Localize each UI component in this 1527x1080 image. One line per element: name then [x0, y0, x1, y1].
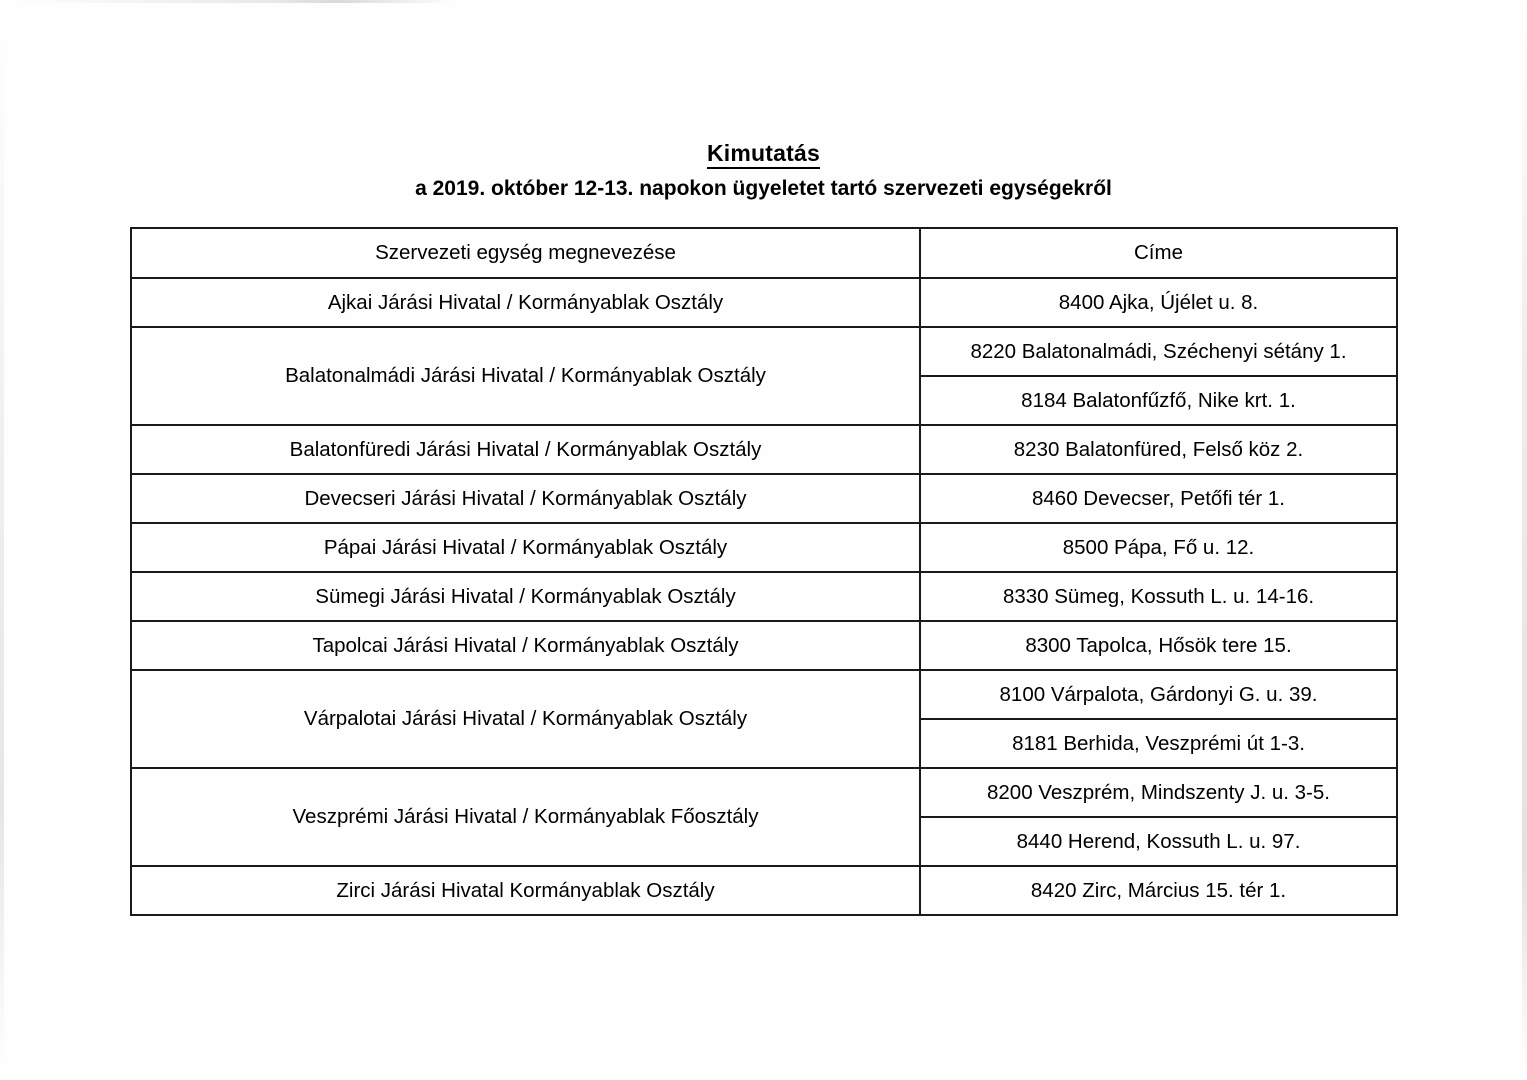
table-row [131, 768, 1397, 817]
cell-address: 8220 Balatonalmádi, Széchenyi sétány 1. [920, 327, 1397, 376]
cell-address: 8100 Várpalota, Gárdonyi G. u. 39. [920, 670, 1397, 719]
table-row [131, 670, 1397, 719]
cell-unit-name: Ajkai Járási Hivatal / Kormányablak Osztály [131, 278, 920, 327]
cell-unit-name: Veszprémi Járási Hivatal / Kormányablak Főosztály [131, 768, 920, 866]
cell-unit-name: Tapolcai Járási Hivatal / Kormányablak Osztály [131, 621, 920, 670]
table-row [131, 425, 1397, 474]
column-header-unit: Szervezeti egység megnevezése [131, 228, 920, 278]
cell-unit-name: Balatonalmádi Járási Hivatal / Kormányablak Osztály [131, 327, 920, 425]
cell-address: 8181 Berhida, Veszprémi út 1-3. [920, 719, 1397, 768]
cell-address: 8500 Pápa, Fő u. 12. [920, 523, 1397, 572]
cell-address: 8330 Sümeg, Kossuth L. u. 14-16. [920, 572, 1397, 621]
cell-address: 8400 Ajka, Újélet u. 8. [920, 278, 1397, 327]
table-header-row [131, 228, 1397, 278]
cell-address: 8230 Balatonfüred, Felső köz 2. [920, 425, 1397, 474]
cell-unit-name: Várpalotai Járási Hivatal / Kormányablak Osztály [131, 670, 920, 768]
page-title-text: Kimutatás [707, 140, 820, 169]
schedule-table-wrapper [130, 227, 1396, 916]
cell-unit-name: Pápai Járási Hivatal / Kormányablak Osztály [131, 523, 920, 572]
cell-unit-name: Sümegi Járási Hivatal / Kormányablak Osztály [131, 572, 920, 621]
table-head [131, 228, 1397, 278]
table-row [131, 474, 1397, 523]
cell-address: 8184 Balatonfűzfő, Nike krt. 1. [920, 376, 1397, 425]
column-header-address: Címe [920, 228, 1397, 278]
cell-unit-name: Balatonfüredi Járási Hivatal / Kormányablak Osztály [131, 425, 920, 474]
table-row [131, 572, 1397, 621]
cell-address: 8300 Tapolca, Hősök tere 15. [920, 621, 1397, 670]
table-row [131, 621, 1397, 670]
page-title [0, 140, 1527, 167]
cell-address: 8420 Zirc, Március 15. tér 1. [920, 866, 1397, 915]
page-subtitle: a 2019. október 12-13. napokon ügyeletet tartó szervezeti egységekről [415, 177, 1112, 200]
table-body [131, 278, 1397, 915]
cell-unit-name: Zirci Járási Hivatal Kormányablak Osztály [131, 866, 920, 915]
cell-address: 8460 Devecser, Petőfi tér 1. [920, 474, 1397, 523]
table-row [131, 278, 1397, 327]
table-row [131, 866, 1397, 915]
cell-address: 8200 Veszprém, Mindszenty J. u. 3-5. [920, 768, 1397, 817]
cell-unit-name: Devecseri Járási Hivatal / Kormányablak Osztály [131, 474, 920, 523]
cell-address: 8440 Herend, Kossuth L. u. 97. [920, 817, 1397, 866]
table-row [131, 327, 1397, 376]
schedule-table [130, 227, 1398, 916]
scan-edge-top [0, 0, 1527, 3]
table-row [131, 523, 1397, 572]
